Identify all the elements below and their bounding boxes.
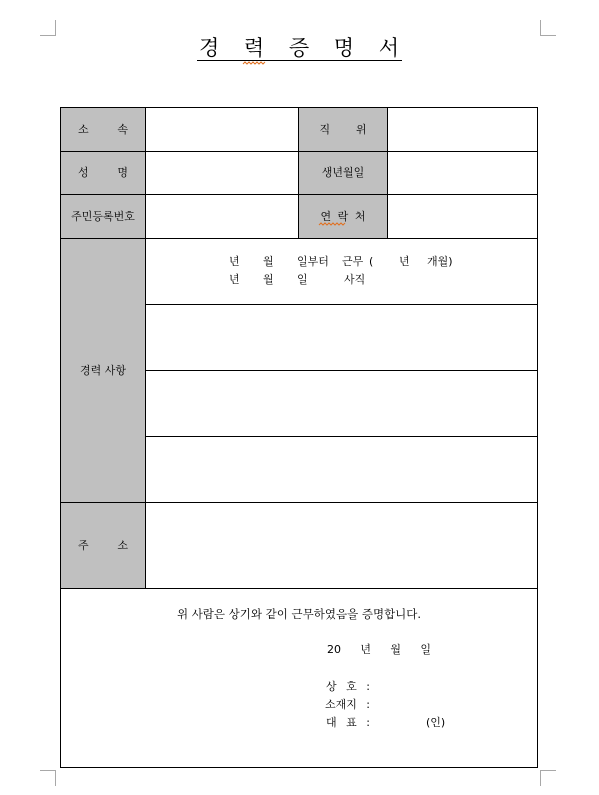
position-value-cell[interactable]	[387, 107, 538, 152]
position-label: 직 위	[319, 122, 367, 136]
position-label-cell	[298, 107, 388, 152]
page-corner-mark-top-right	[540, 35, 556, 36]
career-start-year: 년	[229, 255, 240, 268]
career-entry-row[interactable]	[145, 304, 538, 371]
career-entry-row[interactable]	[145, 238, 538, 305]
career-start-month: 월	[263, 255, 274, 268]
career-end-year: 년	[229, 273, 240, 286]
seal-mark: (인)	[426, 716, 446, 729]
name-label: 성 명	[78, 166, 128, 179]
career-entry-row[interactable]	[145, 436, 538, 503]
career-entry-row[interactable]	[145, 370, 538, 437]
certification-statement: 위 사람은 상기와 같이 근무하였음을 증명합니다.	[176, 607, 422, 621]
career-label-cell	[60, 238, 146, 503]
birth-date-label: 생년월일	[321, 166, 365, 179]
resident-number-label: 주민등록번호	[71, 209, 135, 223]
title-underline	[197, 60, 402, 61]
page-corner-mark-bottom-right	[540, 770, 541, 786]
representative-label: 대 표 :	[326, 716, 370, 729]
career-work-label: 근무	[342, 255, 364, 268]
page-corner-mark-top-right	[540, 20, 541, 36]
resident-number-label-cell	[60, 194, 146, 239]
name-value-cell[interactable]	[145, 151, 299, 195]
page-corner-mark-bottom-right	[540, 770, 556, 771]
page-corner-mark-top-left	[40, 35, 56, 36]
resident-number-value-cell[interactable]	[145, 194, 299, 239]
document-title[interactable]: 경 력 증 명 서	[199, 36, 399, 60]
career-duration-years: 년	[399, 255, 410, 268]
company-name-label: 상 호 :	[326, 680, 370, 693]
birth-date-label-cell	[298, 151, 388, 195]
spellcheck-underline	[243, 61, 265, 65]
contact-value-cell[interactable]	[387, 194, 538, 239]
career-end-month: 월	[263, 273, 274, 286]
page-corner-mark-bottom-left	[40, 770, 56, 771]
address-value-cell[interactable]	[145, 502, 538, 589]
department-label: 소 속	[78, 122, 128, 136]
company-location-label: 소재지 :	[325, 698, 370, 711]
career-resign-label: 사직	[344, 273, 366, 286]
contact-label: 연 락 처	[320, 209, 366, 223]
address-label-cell	[60, 502, 146, 589]
career-start-day: 일부터	[297, 255, 329, 268]
department-label-cell	[60, 107, 146, 152]
spellcheck-underline	[319, 222, 345, 226]
career-duration-open-paren: (	[369, 255, 374, 268]
contact-label-cell	[298, 194, 388, 239]
page-corner-mark-bottom-left	[55, 770, 56, 786]
page-corner-mark-top-left	[55, 20, 56, 36]
career-end-day: 일	[297, 273, 308, 286]
issue-date: 20 년 월 일	[327, 643, 431, 656]
birth-date-value-cell[interactable]	[387, 151, 538, 195]
name-label-cell	[60, 151, 146, 195]
career-duration-months: 개월)	[427, 255, 453, 268]
address-label: 주 소	[78, 538, 128, 552]
career-label: 경력 사항	[79, 363, 126, 377]
department-value-cell[interactable]	[145, 107, 299, 152]
